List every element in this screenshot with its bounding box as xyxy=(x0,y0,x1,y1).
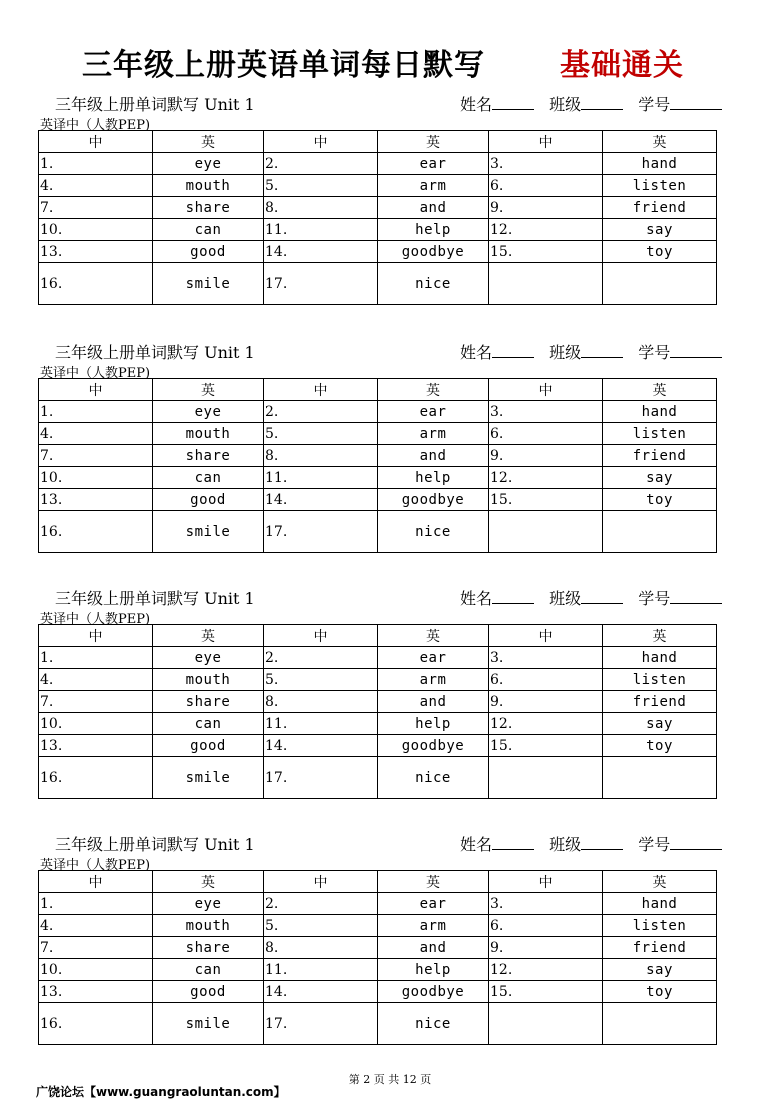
answer-cell[interactable]: 15. xyxy=(489,981,603,1003)
answer-cell[interactable]: 5. xyxy=(264,423,378,445)
page-title: 三年级上册英语单词每日默写 xyxy=(82,48,485,83)
table-row xyxy=(39,219,717,241)
answer-cell[interactable]: 7. xyxy=(39,197,153,219)
answer-cell[interactable]: 1. xyxy=(39,893,153,915)
english-word: toy xyxy=(603,489,717,511)
english-word: friend xyxy=(603,197,717,219)
answer-cell[interactable]: 3. xyxy=(489,153,603,175)
id-blank[interactable] xyxy=(670,834,722,850)
id-label: 学号 xyxy=(638,589,671,608)
answer-cell[interactable]: 12. xyxy=(489,959,603,981)
answer-cell[interactable]: 6. xyxy=(489,915,603,937)
english-word: eye xyxy=(153,647,264,669)
answer-cell[interactable]: 2. xyxy=(264,647,378,669)
class-blank[interactable] xyxy=(581,834,623,850)
column-header-english: 英 xyxy=(153,871,264,893)
answer-cell[interactable]: 4. xyxy=(39,423,153,445)
name-label: 姓名 xyxy=(460,589,493,608)
answer-cell[interactable]: 14. xyxy=(264,981,378,1003)
answer-cell[interactable]: 12. xyxy=(489,713,603,735)
section-subtitle: 英译中（人教PEP) xyxy=(40,118,151,133)
id-blank[interactable] xyxy=(670,342,722,358)
id-label: 学号 xyxy=(638,343,671,362)
answer-cell[interactable]: 13. xyxy=(39,241,153,263)
answer-cell[interactable]: 9. xyxy=(489,937,603,959)
class-label: 班级 xyxy=(549,835,582,854)
answer-cell[interactable]: 1. xyxy=(39,401,153,423)
english-word: help xyxy=(378,959,489,981)
answer-cell[interactable]: 10. xyxy=(39,219,153,241)
english-word: help xyxy=(378,713,489,735)
student-info-fields xyxy=(460,92,722,115)
english-word xyxy=(603,263,717,305)
english-word: toy xyxy=(603,735,717,757)
english-word: good xyxy=(153,241,264,263)
class-blank[interactable] xyxy=(581,588,623,604)
table-row xyxy=(39,691,717,713)
answer-cell[interactable]: 17. xyxy=(264,511,378,553)
student-info-fields xyxy=(460,832,722,855)
column-header-chinese: 中 xyxy=(489,625,603,647)
english-word: smile xyxy=(153,1003,264,1045)
id-blank[interactable] xyxy=(670,588,722,604)
english-word: hand xyxy=(603,893,717,915)
table-row xyxy=(39,197,717,219)
english-word: listen xyxy=(603,175,717,197)
table-row xyxy=(39,423,717,445)
vocab-table xyxy=(38,378,717,553)
answer-cell[interactable]: 5. xyxy=(264,915,378,937)
english-word: smile xyxy=(153,757,264,799)
english-word: friend xyxy=(603,937,717,959)
english-word: nice xyxy=(378,1003,489,1045)
column-header-chinese: 中 xyxy=(489,131,603,153)
english-word: ear xyxy=(378,893,489,915)
answer-cell[interactable]: 14. xyxy=(264,489,378,511)
column-header-chinese: 中 xyxy=(489,379,603,401)
column-header-english: 英 xyxy=(378,625,489,647)
answer-cell[interactable] xyxy=(489,1003,603,1045)
worksheet-section xyxy=(0,340,780,553)
table-row xyxy=(39,937,717,959)
answer-cell[interactable]: 16. xyxy=(39,511,153,553)
english-word xyxy=(603,1003,717,1045)
table-header-row xyxy=(39,871,717,893)
table-row xyxy=(39,735,717,757)
name-blank[interactable] xyxy=(492,834,534,850)
column-header-english: 英 xyxy=(603,625,717,647)
english-word: say xyxy=(603,219,717,241)
answer-cell[interactable]: 3. xyxy=(489,647,603,669)
english-word: hand xyxy=(603,401,717,423)
answer-cell[interactable]: 16. xyxy=(39,1003,153,1045)
english-word: say xyxy=(603,959,717,981)
student-info-fields xyxy=(460,586,722,609)
answer-cell[interactable]: 3. xyxy=(489,893,603,915)
answer-cell[interactable]: 11. xyxy=(264,959,378,981)
table-row xyxy=(39,959,717,981)
english-word: ear xyxy=(378,647,489,669)
english-word: help xyxy=(378,219,489,241)
section-title: 三年级上册单词默写 Unit 1 xyxy=(55,95,255,114)
table-row xyxy=(39,175,717,197)
english-word: and xyxy=(378,937,489,959)
answer-cell[interactable]: 1. xyxy=(39,153,153,175)
answer-cell[interactable]: 17. xyxy=(264,1003,378,1045)
english-word: eye xyxy=(153,153,264,175)
table-row xyxy=(39,713,717,735)
answer-cell[interactable]: 8. xyxy=(264,691,378,713)
english-word: can xyxy=(153,467,264,489)
english-word: arm xyxy=(378,423,489,445)
answer-cell[interactable]: 9. xyxy=(489,197,603,219)
table-row xyxy=(39,647,717,669)
answer-cell[interactable] xyxy=(489,511,603,553)
english-word: good xyxy=(153,489,264,511)
english-word xyxy=(603,757,717,799)
english-word: can xyxy=(153,959,264,981)
english-word: goodbye xyxy=(378,241,489,263)
table-row xyxy=(39,153,717,175)
column-header-chinese: 中 xyxy=(264,625,378,647)
answer-cell[interactable]: 7. xyxy=(39,445,153,467)
english-word: help xyxy=(378,467,489,489)
english-word: share xyxy=(153,197,264,219)
column-header-english: 英 xyxy=(378,379,489,401)
column-header-english: 英 xyxy=(603,131,717,153)
english-word: friend xyxy=(603,445,717,467)
answer-cell[interactable]: 4. xyxy=(39,915,153,937)
english-word: eye xyxy=(153,401,264,423)
answer-cell[interactable]: 5. xyxy=(264,669,378,691)
column-header-chinese: 中 xyxy=(39,871,153,893)
answer-cell[interactable]: 15. xyxy=(489,241,603,263)
english-word: arm xyxy=(378,915,489,937)
english-word: share xyxy=(153,445,264,467)
answer-cell[interactable]: 5. xyxy=(264,175,378,197)
answer-cell[interactable]: 4. xyxy=(39,669,153,691)
name-blank[interactable] xyxy=(492,588,534,604)
answer-cell[interactable]: 14. xyxy=(264,241,378,263)
english-word: and xyxy=(378,197,489,219)
answer-cell[interactable]: 3. xyxy=(489,401,603,423)
answer-cell[interactable]: 2. xyxy=(264,893,378,915)
answer-cell[interactable]: 12. xyxy=(489,467,603,489)
column-header-english: 英 xyxy=(378,871,489,893)
table-row xyxy=(39,445,717,467)
page-header xyxy=(0,40,780,84)
name-label: 姓名 xyxy=(460,95,493,114)
answer-cell[interactable] xyxy=(489,263,603,305)
name-blank[interactable] xyxy=(492,342,534,358)
answer-cell[interactable]: 2. xyxy=(264,401,378,423)
column-header-chinese: 中 xyxy=(264,131,378,153)
column-header-english: 英 xyxy=(603,871,717,893)
class-label: 班级 xyxy=(549,95,582,114)
column-header-english: 英 xyxy=(153,131,264,153)
english-word: friend xyxy=(603,691,717,713)
answer-cell[interactable]: 4. xyxy=(39,175,153,197)
table-header-row xyxy=(39,379,717,401)
english-word: ear xyxy=(378,153,489,175)
english-word: listen xyxy=(603,423,717,445)
answer-cell[interactable]: 15. xyxy=(489,735,603,757)
table-header-row xyxy=(39,131,717,153)
section-subtitle: 英译中（人教PEP) xyxy=(40,612,151,627)
answer-cell[interactable]: 10. xyxy=(39,467,153,489)
answer-cell[interactable]: 1. xyxy=(39,647,153,669)
section-subtitle: 英译中（人教PEP) xyxy=(40,366,151,381)
english-word: nice xyxy=(378,263,489,305)
english-word: can xyxy=(153,219,264,241)
worksheet-section xyxy=(0,92,780,305)
answer-cell[interactable]: 8. xyxy=(264,197,378,219)
english-word: listen xyxy=(603,669,717,691)
answer-cell[interactable]: 11. xyxy=(264,713,378,735)
english-word: smile xyxy=(153,511,264,553)
page-number: 第 2 页 共 12 页 xyxy=(348,1073,432,1086)
answer-cell[interactable]: 17. xyxy=(264,263,378,305)
worksheet-section xyxy=(0,832,780,1045)
answer-cell[interactable]: 12. xyxy=(489,219,603,241)
english-word: mouth xyxy=(153,669,264,691)
table-row xyxy=(39,981,717,1003)
section-subtitle: 英译中（人教PEP) xyxy=(40,858,151,873)
column-header-english: 英 xyxy=(153,625,264,647)
english-word: eye xyxy=(153,893,264,915)
level-badge: 基础通关 xyxy=(560,48,684,83)
table-row xyxy=(39,893,717,915)
english-word: toy xyxy=(603,241,717,263)
column-header-chinese: 中 xyxy=(489,871,603,893)
column-header-english: 英 xyxy=(378,131,489,153)
class-blank[interactable] xyxy=(581,342,623,358)
answer-cell[interactable]: 8. xyxy=(264,937,378,959)
worksheet-section xyxy=(0,586,780,799)
column-header-chinese: 中 xyxy=(264,871,378,893)
section-title: 三年级上册单词默写 Unit 1 xyxy=(55,589,255,608)
name-label: 姓名 xyxy=(460,835,493,854)
site-footer: 广饶论坛【www.guangraoluntan.com】 xyxy=(36,1085,286,1099)
english-word: hand xyxy=(603,153,717,175)
english-word: listen xyxy=(603,915,717,937)
answer-cell[interactable]: 9. xyxy=(489,691,603,713)
answer-cell[interactable]: 7. xyxy=(39,691,153,713)
english-word: share xyxy=(153,691,264,713)
table-header-row xyxy=(39,625,717,647)
answer-cell[interactable]: 15. xyxy=(489,489,603,511)
column-header-chinese: 中 xyxy=(264,379,378,401)
id-blank[interactable] xyxy=(670,94,722,110)
answer-cell[interactable]: 6. xyxy=(489,669,603,691)
english-word: nice xyxy=(378,511,489,553)
english-word: mouth xyxy=(153,175,264,197)
english-word: and xyxy=(378,445,489,467)
answer-cell[interactable]: 14. xyxy=(264,735,378,757)
section-title: 三年级上册单词默写 Unit 1 xyxy=(55,343,255,362)
english-word: good xyxy=(153,735,264,757)
column-header-chinese: 中 xyxy=(39,625,153,647)
answer-cell[interactable]: 13. xyxy=(39,981,153,1003)
class-label: 班级 xyxy=(549,343,582,362)
table-row xyxy=(39,1003,717,1045)
english-word: ear xyxy=(378,401,489,423)
answer-cell[interactable]: 6. xyxy=(489,423,603,445)
answer-cell[interactable]: 16. xyxy=(39,757,153,799)
vocab-table xyxy=(38,130,717,305)
id-label: 学号 xyxy=(638,835,671,854)
english-word: arm xyxy=(378,175,489,197)
student-info-fields xyxy=(460,340,722,363)
english-word: goodbye xyxy=(378,489,489,511)
vocab-table xyxy=(38,870,717,1045)
table-row xyxy=(39,757,717,799)
answer-cell[interactable]: 11. xyxy=(264,467,378,489)
english-word: and xyxy=(378,691,489,713)
name-label: 姓名 xyxy=(460,343,493,362)
id-label: 学号 xyxy=(638,95,671,114)
table-row xyxy=(39,669,717,691)
answer-cell[interactable]: 7. xyxy=(39,937,153,959)
answer-cell[interactable]: 10. xyxy=(39,713,153,735)
english-word: smile xyxy=(153,263,264,305)
english-word: arm xyxy=(378,669,489,691)
column-header-chinese: 中 xyxy=(39,131,153,153)
english-word: mouth xyxy=(153,915,264,937)
answer-cell[interactable]: 11. xyxy=(264,219,378,241)
english-word: toy xyxy=(603,981,717,1003)
table-row xyxy=(39,489,717,511)
answer-cell[interactable]: 9. xyxy=(489,445,603,467)
table-row xyxy=(39,511,717,553)
vocab-table xyxy=(38,624,717,799)
english-word xyxy=(603,511,717,553)
table-row xyxy=(39,467,717,489)
english-word: say xyxy=(603,713,717,735)
english-word: goodbye xyxy=(378,735,489,757)
table-row xyxy=(39,241,717,263)
column-header-chinese: 中 xyxy=(39,379,153,401)
english-word: good xyxy=(153,981,264,1003)
answer-cell[interactable] xyxy=(489,757,603,799)
english-word: goodbye xyxy=(378,981,489,1003)
answer-cell[interactable]: 13. xyxy=(39,735,153,757)
answer-cell[interactable]: 16. xyxy=(39,263,153,305)
section-title: 三年级上册单词默写 Unit 1 xyxy=(55,835,255,854)
table-row xyxy=(39,915,717,937)
english-word: share xyxy=(153,937,264,959)
english-word: mouth xyxy=(153,423,264,445)
english-word: nice xyxy=(378,757,489,799)
name-blank[interactable] xyxy=(492,94,534,110)
answer-cell[interactable]: 10. xyxy=(39,959,153,981)
answer-cell[interactable]: 6. xyxy=(489,175,603,197)
answer-cell[interactable]: 2. xyxy=(264,153,378,175)
column-header-english: 英 xyxy=(603,379,717,401)
table-row xyxy=(39,401,717,423)
answer-cell[interactable]: 8. xyxy=(264,445,378,467)
english-word: can xyxy=(153,713,264,735)
class-label: 班级 xyxy=(549,589,582,608)
table-row xyxy=(39,263,717,305)
answer-cell[interactable]: 13. xyxy=(39,489,153,511)
answer-cell[interactable]: 17. xyxy=(264,757,378,799)
class-blank[interactable] xyxy=(581,94,623,110)
english-word: hand xyxy=(603,647,717,669)
english-word: say xyxy=(603,467,717,489)
column-header-english: 英 xyxy=(153,379,264,401)
